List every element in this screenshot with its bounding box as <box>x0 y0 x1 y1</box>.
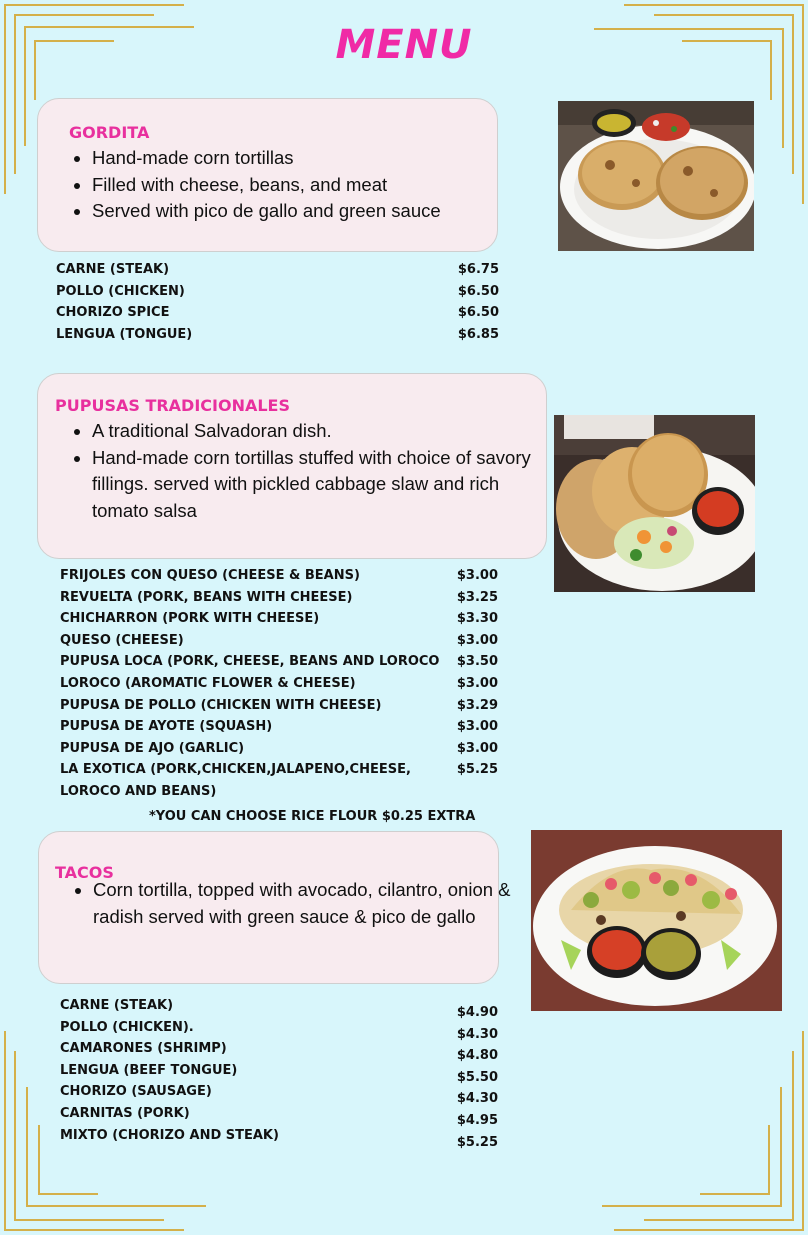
item-name: LOROCO AND BEANS) <box>60 783 217 799</box>
pupusas-bullet: • Hand-made corn tortillas stuffed with choice of savory fillings. served with pickled cabbage slaw and rich tomato salsa <box>92 445 552 525</box>
gordita-card <box>37 98 498 252</box>
tacos-card <box>38 831 511 984</box>
tacos-price-list <box>60 998 498 1149</box>
tacos-photo <box>531 830 782 1011</box>
pupusas-bullet: • A traditional Salvadoran dish. <box>92 418 552 445</box>
gordita-price-list <box>56 262 499 348</box>
item-name: PUPUSA LOCA (PORK, CHEESE, BEANS AND LOROCO <box>60 654 440 670</box>
item-price: $3.50 <box>456 654 498 670</box>
gordita-menu-item <box>56 262 499 284</box>
pupusas-menu-item <box>60 654 498 676</box>
item-price: $3.29 <box>456 697 498 713</box>
tacos-menu-item <box>60 998 498 1020</box>
tacos-menu-item <box>60 1041 498 1063</box>
item-name: CHICHARRON (PORK WITH CHEESE) <box>60 611 320 627</box>
pupusas-menu-item <box>60 784 498 806</box>
item-name: PUPUSA DE AYOTE (SQUASH) <box>60 719 273 735</box>
item-name: PUPUSA DE AJO (GARLIC) <box>60 740 245 756</box>
item-price: $3.00 <box>456 719 498 735</box>
gordita-heading: GORDITA <box>69 123 150 142</box>
item-name: CAMARONES (SHRIMP) <box>60 1041 227 1057</box>
pupusas-menu-item <box>60 590 498 612</box>
pupusas-menu-item <box>60 741 498 763</box>
item-price: $3.00 <box>456 675 498 691</box>
gordita-bullet: • Hand-made corn tortillas <box>92 145 512 172</box>
item-name: CARNE (STEAK) <box>56 262 170 277</box>
item-name: LOROCO (AROMATIC FLOWER & CHEESE) <box>60 675 356 691</box>
gordita-menu-item <box>56 305 499 327</box>
item-price: $4.90 <box>456 1005 498 1020</box>
pupusas-menu-item <box>60 719 498 741</box>
tacos-menu-item <box>60 1020 498 1042</box>
item-name: CARNE (STEAK) <box>60 998 174 1013</box>
gordita-bullet: • Filled with cheese, beans, and meat <box>92 172 512 199</box>
pupusas-menu-item <box>60 633 498 655</box>
item-name: CHORIZO (SAUSAGE) <box>60 1084 212 1100</box>
item-price: $3.25 <box>456 589 498 605</box>
pupusas-menu-item <box>60 698 498 720</box>
pupusas-photo <box>554 415 755 592</box>
pupusas-menu-item <box>60 676 498 698</box>
item-name: LENGUA (BEEF TONGUE) <box>60 1062 238 1078</box>
item-name: LA EXOTICA (PORK,CHICKEN,JALAPENO,CHEESE, <box>60 762 411 778</box>
item-price: $3.00 <box>456 740 498 756</box>
item-price: $5.50 <box>456 1069 498 1085</box>
item-name: CHORIZO SPICE <box>56 305 170 321</box>
item-name: PUPUSA DE POLLO (CHICKEN WITH CHEESE) <box>60 697 382 713</box>
item-price: $5.25 <box>456 762 498 778</box>
tacos-menu-item <box>60 1084 498 1106</box>
pupusas-menu-item <box>60 568 498 590</box>
item-price: $6.75 <box>457 262 499 277</box>
item-price: $6.85 <box>457 326 499 342</box>
gordita-menu-item <box>56 284 499 306</box>
tacos-heading: TACOS <box>55 863 114 882</box>
tacos-menu-item <box>60 1128 498 1150</box>
pupusas-heading: PUPUSAS TRADICIONALES <box>55 396 291 415</box>
gordita-bullets <box>70 145 512 225</box>
item-price: $3.30 <box>456 611 498 627</box>
pupusas-bullets <box>70 418 552 524</box>
item-price: $4.95 <box>456 1112 498 1128</box>
pupusas-card <box>37 373 547 559</box>
item-price: $4.30 <box>456 1091 498 1107</box>
item-name: REVUELTA (PORK, BEANS WITH CHEESE) <box>60 589 353 605</box>
item-price: $6.50 <box>457 283 499 299</box>
tacos-menu-item <box>60 1106 498 1128</box>
page-title: MENU <box>335 22 473 68</box>
item-name: QUESO (CHEESE) <box>60 632 184 648</box>
item-name: POLLO (CHICKEN) <box>56 283 185 299</box>
item-name: MIXTO (CHORIZO AND STEAK) <box>60 1127 279 1143</box>
pupusas-menu-item <box>60 762 498 784</box>
gordita-bullet: • Served with pico de gallo and green sauce <box>92 198 512 225</box>
item-price: $4.30 <box>456 1026 498 1042</box>
tacos-bullet: • Corn tortilla, topped with avocado, cilantro, onion & radish served with green sauce & pico de gallo <box>93 877 513 930</box>
item-price: $4.80 <box>456 1048 498 1064</box>
gordita-photo <box>558 101 754 251</box>
item-name: POLLO (CHICKEN). <box>60 1019 194 1035</box>
item-price: $6.50 <box>457 305 499 321</box>
pupusas-price-list <box>60 568 498 806</box>
tacos-bullets <box>71 877 513 930</box>
item-name: CARNITAS (PORK) <box>60 1105 190 1121</box>
item-price: $3.00 <box>456 568 498 583</box>
rice-flour-note: *YOU CAN CHOOSE RICE FLOUR $0.25 EXTRA <box>149 809 476 824</box>
item-name: LENGUA (TONGUE) <box>56 326 193 342</box>
item-name: FRIJOLES CON QUESO (CHEESE & BEANS) <box>60 568 360 583</box>
item-price: $3.00 <box>456 632 498 648</box>
pupusas-menu-item <box>60 611 498 633</box>
tacos-menu-item <box>60 1063 498 1085</box>
gordita-menu-item <box>56 327 499 349</box>
item-price: $5.25 <box>456 1134 498 1150</box>
